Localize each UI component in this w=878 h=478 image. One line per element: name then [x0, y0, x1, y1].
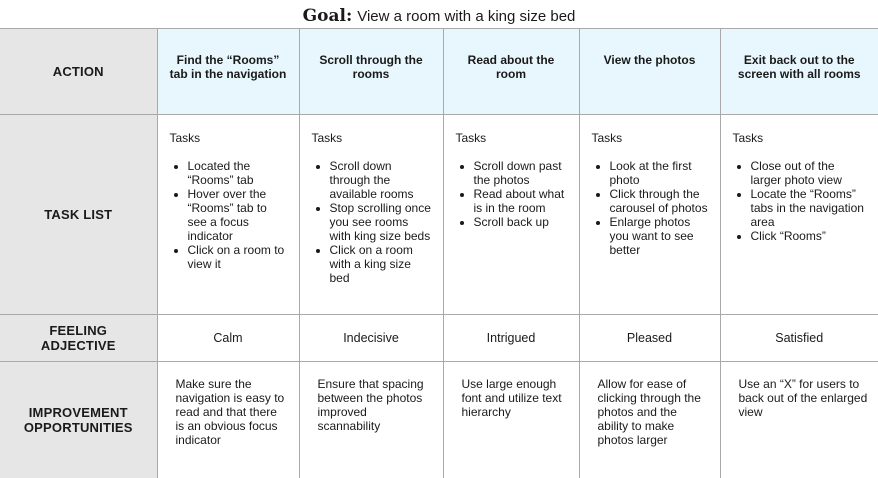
task-list [733, 159, 869, 243]
feeling-adjective: Indecisive [299, 315, 443, 362]
improvement-row [0, 362, 878, 478]
task-item: • Scroll down through the available rooms [330, 159, 433, 201]
goal-label: Goal: [302, 6, 353, 26]
task-item: • Click “Rooms” [751, 229, 869, 243]
tasks-title: Tasks [732, 131, 764, 145]
step-action: Read about the room [443, 29, 579, 115]
row-header-line: ADJECTIVE [40, 338, 116, 353]
feeling-adjective: Intrigued [443, 315, 579, 362]
improvement-opportunity: Use an “X” for users to back out of the enlarged view [720, 362, 878, 478]
tasks-title: Tasks [591, 131, 623, 145]
improvement-opportunity: Use large enough font and utilize text hierarchy [443, 362, 579, 478]
step-action: Find the “Rooms” tab in the navigation [157, 29, 299, 115]
task-item: • Click on a room with a king size bed [330, 243, 433, 285]
row-header-task-list: TASK LIST [0, 115, 157, 315]
task-list [312, 159, 433, 285]
action-row [0, 29, 878, 115]
improvement-opportunity: Allow for ease of clicking through the photos and the ability to make photos larger [579, 362, 720, 478]
task-list-row [0, 115, 878, 315]
task-cell [720, 115, 878, 315]
feeling-adjective: Calm [157, 315, 299, 362]
row-header-line: FEELING [49, 323, 108, 338]
row-header-line: OPPORTUNITIES [23, 419, 133, 435]
journey-map-table [0, 28, 878, 478]
goal-text: View a room with a king size bed [357, 8, 576, 25]
task-cell [157, 115, 299, 315]
row-header-feeling [0, 315, 157, 362]
row-header-line: IMPROVEMENT [28, 404, 128, 420]
improvement-opportunity: Ensure that spacing between the photos improved scannability [299, 362, 443, 478]
task-item: • Scroll down past the photos [474, 159, 569, 187]
task-item: • Enlarge photos you want to see better [610, 215, 710, 257]
task-item: • Hover over the “Rooms” tab to see a focus indicator [188, 187, 289, 243]
task-cell [443, 115, 579, 315]
task-item: • Scroll back up [474, 215, 569, 229]
step-action: Exit back out to the screen with all rooms [720, 29, 878, 115]
task-item: • Read about what is in the room [474, 187, 569, 215]
goal-header [0, 0, 878, 28]
task-list [170, 159, 289, 271]
task-item: • Close out of the larger photo view [751, 159, 869, 187]
task-cell [299, 115, 443, 315]
feeling-adjective: Pleased [579, 315, 720, 362]
step-action: View the photos [579, 29, 720, 115]
task-item: • Click on a room to view it [188, 243, 289, 271]
task-list [456, 159, 569, 229]
task-item: • Click through the carousel of photos [610, 187, 710, 215]
tasks-title: Tasks [311, 131, 343, 145]
task-item: • Look at the first photo [610, 159, 710, 187]
step-action: Scroll through the rooms [299, 29, 443, 115]
row-header-improvement [0, 362, 157, 478]
row-header-action: ACTION [0, 29, 157, 115]
feeling-row [0, 315, 878, 362]
task-item: • Located the “Rooms” tab [188, 159, 289, 187]
task-item: • Locate the “Rooms” tabs in the navigation area [751, 187, 869, 229]
task-item: • Stop scrolling once you see rooms with king size beds [330, 201, 433, 243]
tasks-title: Tasks [455, 131, 487, 145]
feeling-adjective: Satisfied [720, 315, 878, 362]
improvement-opportunity: Make sure the navigation is easy to read and that there is an obvious focus indicator [157, 362, 299, 478]
task-cell [579, 115, 720, 315]
task-list [592, 159, 710, 257]
tasks-title: Tasks [169, 131, 201, 145]
